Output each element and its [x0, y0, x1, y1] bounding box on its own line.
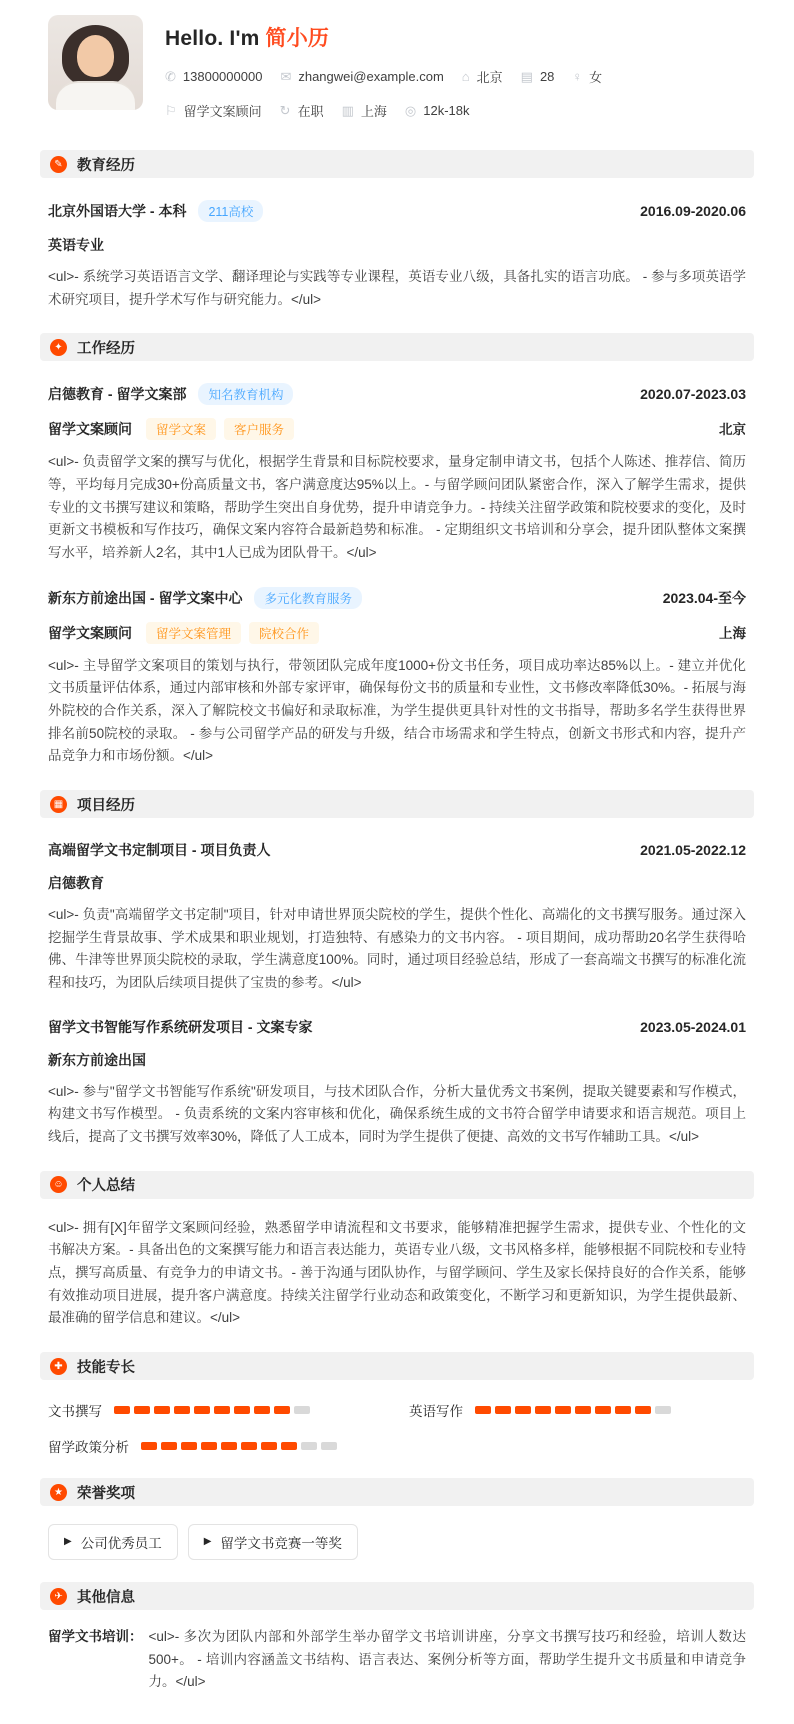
skill-name: 留学政策分析 [48, 1440, 129, 1456]
skills-section-header [40, 1352, 754, 1380]
work-body [40, 383, 754, 768]
school-badge: 211高校 [198, 200, 263, 222]
mail-icon: ✉ [280, 69, 292, 84]
skills-body [40, 1400, 754, 1456]
skill-level-segment [221, 1442, 237, 1450]
work-location: 上海 [719, 625, 746, 641]
skill-level-segment [515, 1406, 531, 1414]
position-tag: 留学文案 [146, 418, 216, 440]
projects-icon: ▦ [50, 796, 67, 813]
age-calendar-icon: ▤ [520, 69, 533, 84]
project-description: <ul>- 负责"高端留学文书定制"项目，针对申请世界顶尖院校的学生，提供个性化、高端化的文书撰写服务。通过深入挖掘学生背景故事、学术成果和职业规划，打造独特、有感染力的文书内容。 - 项目期间，成功帮助20名学生获得哈佛、牛津等世界顶尖院校的录取，学生满意度100%。同时，通过项目经验总结，形成了一套高端文书撰写的标准化流程和技巧，为团队后续项目提供了宝贵的参考。</ul> [48, 907, 746, 991]
gender-icon: ♀ [572, 69, 583, 84]
skills-section-title: 技能专长 [77, 1359, 135, 1376]
skill-name: 文书撰写 [48, 1404, 102, 1420]
greeting-text: Hello. I'm [165, 27, 260, 50]
company-name: 新东方前途出国 - 留学文案中心 [48, 589, 243, 606]
salary-icon: ◎ [404, 103, 417, 118]
skill-level-segment [635, 1406, 651, 1414]
education-icon: ✎ [50, 156, 67, 173]
contact-phone [165, 69, 262, 84]
skill-level-segment [555, 1406, 571, 1414]
city-value: 上海 [360, 104, 387, 119]
section-work [40, 333, 754, 768]
section-summary [40, 1171, 754, 1330]
contact-row-2 [165, 101, 746, 120]
position-icon: ⚐ [165, 103, 177, 118]
project-date: 2023.05-2024.01 [640, 1018, 746, 1035]
skill-item [48, 1436, 385, 1456]
page-title [165, 22, 746, 52]
skill-level-segment [174, 1406, 190, 1414]
job-status-icon: ↻ [279, 103, 291, 118]
contact-gender [572, 67, 602, 86]
education-description: <ul>- 系统学习英语语言文学、翻译理论与实践等专业课程，英语专业八级，具备扎实的语言功底。 - 参与多项英语学术研究项目，提升学术写作与研究能力。</ul> [48, 269, 746, 307]
email-value: zhangwei@example.com [298, 69, 444, 84]
work-location: 北京 [719, 422, 746, 438]
company-name-row [48, 383, 293, 405]
company-badge: 知名教育机构 [198, 383, 293, 405]
home-icon: ⌂ [461, 69, 470, 84]
project-org: 新东方前途出国 [48, 1051, 146, 1068]
skill-item [409, 1400, 746, 1420]
work-date: 2023.04-至今 [662, 589, 746, 606]
work-description: <ul>- 主导留学文案项目的策划与执行，带领团队完成年度1000+份文书任务，项目成功率达85%以上。- 建立并优化文书质量评估体系，通过内部审核和外部专家评审，确保每份文书的质量和专业性，文书修改率降低30%。- 拓展与海外院校的合作关系，深入了解院校文书偏好和录取标准，为学生提供更具针对性的文书指导，帮助多名学生获得世界排名前50院校的录取。 - 参与公司留学产品的研发与升级，结合市场需求和学生特点，创新文书形式和内容，提升产品竞争力和市场份额。</ul> [48, 657, 746, 764]
skill-level-segment [214, 1406, 230, 1414]
skills-grid [48, 1400, 746, 1456]
contact-email [280, 69, 443, 84]
skill-level-segment [575, 1406, 591, 1414]
other-section-header [40, 1582, 754, 1610]
project-description: <ul>- 参与"留学文书智能写作系统"研发项目，与技术团队合作，分析大量优秀文书案例，提取关键要素和写作模式，构建文书写作模型。 - 负责系统的文案内容审核和优化，确保系统生成的文书符合留学申请要求和语言规范。项目上线后，提高了文书撰写效率30%，降低了人工成本，同时为学生提供了便捷、高效的文书写作辅助工具。</ul> [48, 1083, 746, 1145]
position-tag: 留学文案管理 [146, 622, 241, 644]
age-value: 28 [539, 69, 555, 84]
honor-label: 公司优秀员工 [80, 1536, 162, 1552]
honors-section-title: 荣誉奖项 [77, 1485, 135, 1502]
other-info-label: 留学文书培训： [48, 1629, 143, 1645]
projects-body [40, 840, 754, 1149]
skill-level-segment [134, 1406, 150, 1414]
contact-salary [405, 103, 470, 118]
work-section-header [40, 333, 754, 361]
skill-level-segment [475, 1406, 491, 1414]
position-tags [146, 418, 294, 440]
contact-hometown [462, 67, 503, 86]
work-description: <ul>- 负责留学文案的撰写与优化，根据学生背景和目标院校要求，量身定制申请文书，包括个人陈述、推荐信、简历等，平均每月完成30+份高质量文书，客户满意度达95%以上。- 与留学顾问团队紧密合作，深入了解学生需求，提供专业的文书撰写建议和策略，帮助学生突出自身优势，提升申请竞争力。- 持续关注留学政策和院校要求的变化，及时更新文书模板和写作技巧，确保文案内容符合最新趋势和标准。 - 定期组织文书培训和分享会，提升团队整体文案撰写水平，培养新人2名，其中1人已成为团队骨干。</ul> [48, 454, 746, 561]
project-name: 高端留学文书定制项目 - 项目负责人 [48, 842, 271, 859]
skill-level-segment [495, 1406, 511, 1414]
skill-level-segment [114, 1406, 130, 1414]
summary-section-title: 个人总结 [77, 1178, 135, 1195]
skill-level-segment [201, 1442, 217, 1450]
project-entry [48, 840, 746, 995]
skill-level-segment [161, 1442, 177, 1450]
gender-value: 女 [589, 70, 603, 85]
skill-level-segment [301, 1442, 317, 1450]
phone-icon: ✆ [165, 69, 176, 84]
summary-section-header [40, 1171, 754, 1199]
other-info-description: <ul>- 多次为团队内部和外部学生举办留学文书培训讲座，分享文书撰写技巧和经验，培训人数达500+。 - 培训内容涵盖文书结构、语言表达、案例分析等方面，帮助学生提升文书质量和申请竞争力。</ul> [148, 1629, 746, 1690]
education-date: 2016.09-2020.06 [640, 203, 746, 219]
contact-age [521, 69, 555, 84]
section-skills [40, 1352, 754, 1456]
job-status-value: 在职 [297, 104, 324, 119]
work-entry [48, 383, 746, 564]
skill-level-segment [595, 1406, 611, 1414]
skill-level-segment [294, 1406, 310, 1414]
honors-icon: ★ [50, 1484, 67, 1501]
skill-level-segment [241, 1442, 257, 1450]
section-other [40, 1582, 754, 1694]
skill-level-segment [615, 1406, 631, 1414]
summary-icon: ☺ [50, 1176, 67, 1193]
honor-chip [48, 1524, 178, 1560]
projects-section-title: 项目经历 [77, 797, 135, 814]
work-section-title: 工作经历 [77, 340, 135, 357]
contact-city [342, 101, 387, 120]
position-tag: 客户服务 [224, 418, 294, 440]
position-title: 留学文案顾问 [48, 624, 132, 641]
honors-body [40, 1524, 754, 1560]
skill-level-segment [254, 1406, 270, 1414]
projects-section-header [40, 790, 754, 818]
position-row [48, 622, 319, 644]
section-honors [40, 1478, 754, 1560]
major-name: 英语专业 [48, 237, 104, 253]
education-entry [48, 200, 746, 311]
project-date: 2021.05-2022.12 [640, 842, 746, 859]
resume-header [40, 15, 754, 120]
phone-value: 13800000000 [182, 69, 263, 84]
skill-level-segment [655, 1406, 671, 1414]
contact-row-1 [165, 67, 746, 86]
honor-chips [48, 1524, 746, 1560]
summary-description: <ul>- 拥有[X]年留学文案顾问经验，熟悉留学申请流程和文书要求，能够精准把握学生需求，提供专业、个性化的文书解决方案。- 具备出色的文案撰写能力和语言表达能力，英语专业八级，文书风格多样，能够根据不同院校和专业特点，撰写高质量、有竞争力的申请文书。- 善于沟通与团队协作，与留学顾问、学生及家长保持良好的合作关系，能够有效推动项目进展，提升客户满意度。持续关注留学行业动态和政策变化，不断学习和更新知识，为学生提供最新、最准确的留学信息和建议。</ul> [48, 1219, 746, 1326]
skill-level-bar [475, 1406, 671, 1414]
project-name: 留学文书智能写作系统研发项目 - 文案专家 [48, 1018, 313, 1035]
summary-body [40, 1217, 754, 1330]
skill-level-segment [194, 1406, 210, 1414]
work-entry [48, 587, 746, 768]
section-education [40, 150, 754, 311]
skill-level-segment [261, 1442, 277, 1450]
work-icon: ✦ [50, 339, 67, 356]
honor-label: 留学文书竞赛一等奖 [220, 1536, 342, 1552]
candidate-name: 简小历 [265, 27, 330, 50]
work-date: 2020.07-2023.03 [640, 386, 746, 403]
company-name-row [48, 587, 362, 609]
skill-level-segment [281, 1442, 297, 1450]
skill-level-segment [274, 1406, 290, 1414]
position-title: 留学文案顾问 [48, 421, 132, 438]
other-body [40, 1626, 754, 1694]
skill-level-segment [234, 1406, 250, 1414]
contact-job-status [280, 101, 324, 120]
play-icon: ▶ [203, 1536, 212, 1548]
project-entry [48, 1017, 746, 1149]
company-name: 启德教育 - 留学文案部 [48, 386, 187, 403]
skill-level-bar [141, 1442, 337, 1450]
hometown-value: 北京 [476, 70, 503, 85]
skill-item [48, 1400, 385, 1420]
education-section-title: 教育经历 [77, 157, 135, 174]
company-badge: 多元化教育服务 [254, 587, 362, 609]
position-tag: 院校合作 [249, 622, 319, 644]
skill-level-segment [321, 1442, 337, 1450]
avatar-face [77, 35, 114, 77]
city-icon: ▥ [341, 103, 354, 118]
profile-photo [48, 15, 143, 110]
skill-level-segment [141, 1442, 157, 1450]
position-value: 留学文案顾问 [183, 104, 262, 119]
skill-level-bar [114, 1406, 310, 1414]
skill-name: 英语写作 [409, 1404, 463, 1420]
contact-position [165, 101, 262, 120]
other-info-row [48, 1626, 746, 1694]
education-body [40, 200, 754, 311]
other-section-title: 其他信息 [77, 1589, 135, 1606]
section-projects [40, 790, 754, 1149]
position-tags [146, 622, 319, 644]
avatar-body [56, 81, 135, 110]
skill-level-segment [535, 1406, 551, 1414]
skills-icon: ✚ [50, 1358, 67, 1375]
project-org: 启德教育 [48, 875, 104, 892]
school-name-row [48, 200, 263, 222]
header-info [165, 15, 746, 120]
play-icon: ▶ [64, 1536, 72, 1548]
position-row [48, 418, 294, 440]
salary-value: 12k-18k [423, 103, 470, 118]
school-name: 北京外国语大学 - 本科 [48, 203, 187, 219]
skill-level-segment [154, 1406, 170, 1414]
other-icon: ✈ [50, 1588, 67, 1605]
skill-level-segment [181, 1442, 197, 1450]
honors-section-header [40, 1478, 754, 1506]
honor-chip [188, 1524, 358, 1560]
education-section-header [40, 150, 754, 178]
